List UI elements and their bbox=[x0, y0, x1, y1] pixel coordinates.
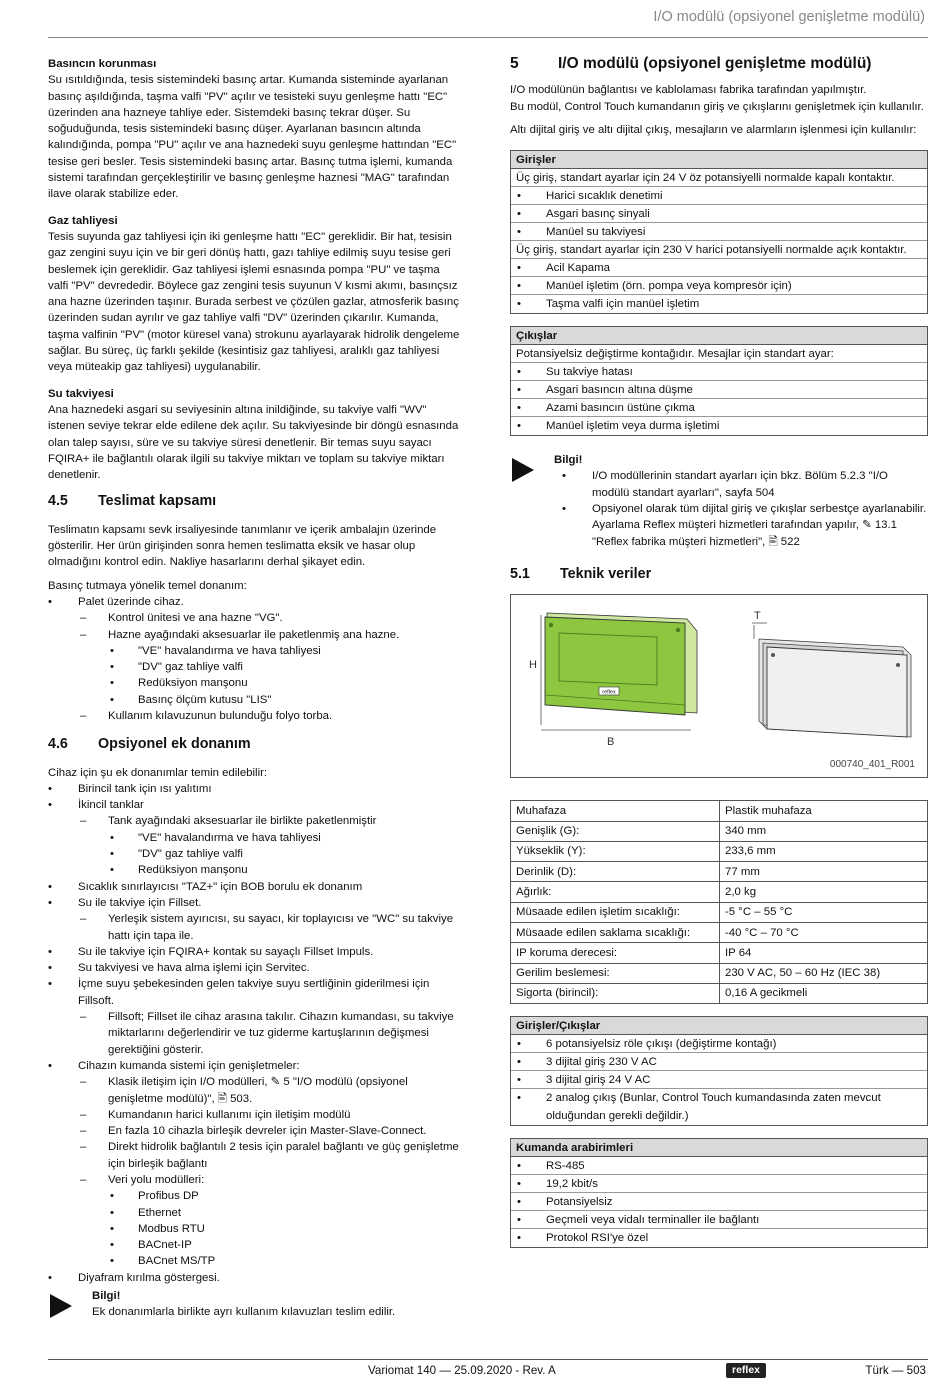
list-item: • Redüksiyon manşonu bbox=[108, 862, 463, 878]
info-note-text: Ek donanımlarla birlikte ayrı kullanım kılavuzları teslim edilir. bbox=[92, 1306, 396, 1319]
section-heading-4-5: 4.5 Teslimat kapsamı bbox=[48, 493, 217, 510]
io-row: • 3 dijital giriş 230 V AC bbox=[511, 1053, 927, 1071]
outputs-title: Çıkışlar bbox=[511, 327, 927, 345]
table-row bbox=[511, 821, 928, 841]
list-item: • Sıcaklık sınırlayıcısı "TAZ+" için BOB borulu ek donanım bbox=[48, 879, 463, 895]
interface-row: • RS-485 bbox=[511, 1157, 927, 1175]
table-row bbox=[511, 862, 928, 882]
spec-value: 77 mm bbox=[720, 862, 928, 882]
list-item: • BACnet-IP bbox=[108, 1237, 463, 1253]
spec-label: Sigorta (birincil): bbox=[511, 983, 720, 1003]
cross-reference-link[interactable]: – Klasik iletişim için I/O modülleri, ✎ 5 "I/O modülü (opsiyonel genişletme modülü)", 🖹 503. bbox=[78, 1074, 463, 1107]
list-item: – Kumandanın harici kullanımı için iletişim modülü bbox=[78, 1107, 463, 1123]
table-row bbox=[511, 882, 928, 902]
list-item: – Kullanım kılavuzunun bulunduğu folyo torba. bbox=[78, 708, 463, 724]
io-row: • 2 analog çıkış (Bunlar, Control Touch kumandasında zaten mevcut olduğundan gerekli değildir.) bbox=[511, 1089, 927, 1125]
list-item: • Redüksiyon manşonu bbox=[108, 675, 463, 691]
list-item: • Basınç ölçüm kutusu "LIS" bbox=[108, 692, 463, 708]
outputs-row: • Azami basıncın üstüne çıkma bbox=[511, 399, 927, 417]
table-row bbox=[511, 801, 928, 821]
io-row: • 6 potansiyelsiz röle çıkışı (değiştirme kontağı) bbox=[511, 1035, 927, 1053]
list-item: – Yerleşik sistem ayırıcısı, su sayacı, kir toplayıcısı ve "WC" su takviye hattı için tapa ile. bbox=[78, 911, 463, 944]
table-row bbox=[511, 841, 928, 861]
table-row bbox=[511, 902, 928, 922]
paragraph-scope: Teslimatın kapsamı sevk irsaliyesinde tanımlanır ve içerik ambalajın üzerinde gösterilir. Her ürün girişinden sonra hemen teslimatta eksik ve hasar olup olmadığını kontrol edin. Nakliye hasarlarını derhal şikayet edin. bbox=[48, 523, 437, 569]
inputs-row: Üç giriş, standart ayarlar için 24 V öz potansiyelli normalde kapalı kontaktır. bbox=[511, 169, 927, 187]
spec-label: Müsaade edilen işletim sıcaklığı: bbox=[511, 902, 720, 922]
list-item: • Cihazın kumanda sistemi için genişletmeler: – Klasik iletişim için I/O modülleri, ✎ 5 "I/O modülü (opsiyonel genişletme modülü)", 🖹 503. – Kumandanın harici kullanımı için iletişim modülü – En fazla 10 cihazla birleşik devreler için Master-Slave-Connect. – Direkt hidrolik bağlantılı 2 tesis için paralel bağlantı ve güç genişletme için birleşik bağlantı – Veri yolu modülleri: • Profibus DP • Ethernet • Modbus RTU • BACnet-IP • BACnet MS/TP bbox=[48, 1058, 463, 1270]
device-logo: reflex bbox=[602, 689, 616, 696]
list-item: • İkincil tanklar – Tank ayağındaki aksesuarlar ile birlikte paketlenmiştir • "VE" havalandırma ve hava tahliyesi • "DV" gaz tahliye valfi • Redüksiyon manşonu bbox=[48, 797, 463, 878]
dimension-t-label: T bbox=[754, 610, 761, 623]
spec-label: Derinlik (D): bbox=[511, 862, 720, 882]
list-item: • Palet üzerinde cihaz. – Kontrol ünitesi ve ana hazne "VG". – Hazne ayağındaki aksesuarlar ile paketlenmiş ana hazne. • "VE" havalandırma ve hava tahliyesi • "DV" gaz tahliye valfi • Redüksiyon manşonu • Basınç ölçüm kutusu "LIS" – Kullanım kılavuzunun bulunduğu folyo torba. bbox=[48, 594, 463, 724]
cross-reference-link[interactable]: • Opsiyonel olarak tüm dijital giriş ve çıkışlar serbestçe ayarlanabilir. Ayarlama Reflex müşteri hizmetleri tarafından yapılır, ✎ 13.1 "Reflex fabrika müşteri hizmetleri", 🖹 522 bbox=[562, 501, 928, 550]
paragraph-optional: Cihaz için şu ek donanımlar temin edilebilir: bbox=[48, 766, 268, 779]
io-box bbox=[510, 1016, 928, 1126]
spec-value: 2,0 kg bbox=[720, 882, 928, 902]
section-heading-5-1: 5.1 Teknik veriler bbox=[510, 565, 652, 582]
spec-value: IP 64 bbox=[720, 943, 928, 963]
list-item: • Su ile takviye için Fillset. – Yerleşik sistem ayırıcısı, su sayacı, kir toplayıcısı ve "WC" su takviye hattı için tapa ile. bbox=[48, 895, 463, 944]
spec-label: Ağırlık: bbox=[511, 882, 720, 902]
table-row bbox=[511, 923, 928, 943]
outputs-row: Potansiyelsiz değiştirme kontağıdır. Mesajlar için standart ayar: bbox=[511, 345, 927, 363]
outputs-box bbox=[510, 326, 928, 436]
interface-row: • Protokol RSI'ye özel bbox=[511, 1229, 927, 1247]
list-item: – Kontrol ünitesi ve ana hazne "VG". bbox=[78, 610, 463, 626]
dimension-b-label: B bbox=[607, 736, 615, 749]
paragraph-io-3: Altı dijital giriş ve altı dijital çıkış, mesajların ve alarmların işlenmesi için kullanılır: bbox=[510, 123, 917, 136]
list-item: – Direkt hidrolik bağlantılı 2 tesis için paralel bağlantı ve güç genişletme için birleşik bağlantı bbox=[78, 1139, 463, 1172]
optional-list bbox=[48, 781, 463, 1286]
section-heading-4-6: 4.6 Opsiyonel ek donanım bbox=[48, 736, 251, 753]
list-item: • Modbus RTU bbox=[108, 1221, 463, 1237]
info-note bbox=[48, 1288, 463, 1321]
list-item: • "VE" havalandırma ve hava tahliyesi bbox=[108, 830, 463, 846]
subheading-degassing: Gaz tahliyesi bbox=[48, 214, 118, 227]
spec-label: Yükseklik (Y): bbox=[511, 841, 720, 861]
page-footer bbox=[48, 1359, 928, 1383]
table-row bbox=[511, 983, 928, 1003]
list-item: • "DV" gaz tahliye valfi bbox=[108, 659, 463, 675]
paragraph-makeup: Ana haznedeki asgari su seviyesinin altına inildiğinde, su takviye valfi "WV" istenen seviye tekrar elde edilene dek açılır. Su takviyesinde bir döngü esnasında olan talep sayısı, süre ve su takviye süresi denetlenir. Bir temas suyu sayacı FQIRA+ ile bağlantılı olarak ilgili su takviye miktarı ve toplam su takviye miktarı denetlenir. bbox=[48, 403, 459, 482]
left-column bbox=[48, 56, 463, 1321]
inputs-title: Girişler bbox=[511, 151, 927, 169]
inputs-row: • Acil Kapama bbox=[511, 259, 927, 277]
paragraph-basic-equipment: Basınç tutmaya yönelik temel donanım: bbox=[48, 579, 247, 592]
header-title: I/O modülü (opsiyonel genişletme modülü) bbox=[653, 9, 925, 25]
info-arrow-icon bbox=[512, 458, 534, 482]
io-row: • 3 dijital giriş 24 V AC bbox=[511, 1071, 927, 1089]
io-module-drawing bbox=[511, 595, 929, 779]
table-row bbox=[511, 963, 928, 983]
info-note-title: Bilgi! bbox=[554, 454, 583, 467]
spec-label: IP koruma derecesi: bbox=[511, 943, 720, 963]
list-item: • Birincil tank için ısı yalıtımı bbox=[48, 781, 463, 797]
list-item: – En fazla 10 cihazla birleşik devreler için Master-Slave-Connect. bbox=[78, 1123, 463, 1139]
inputs-row: • Manüel işletim (örn. pompa veya kompresör için) bbox=[511, 277, 927, 295]
list-item: • Profibus DP bbox=[108, 1188, 463, 1204]
spec-value: Plastik muhafaza bbox=[720, 801, 928, 821]
scope-list bbox=[48, 594, 463, 724]
spec-value: -5 °C – 55 °C bbox=[720, 902, 928, 922]
interface-row: • Geçmeli veya vidalı terminaller ile bağlantı bbox=[511, 1211, 927, 1229]
io-title: Girişler/Çıkışlar bbox=[511, 1017, 927, 1035]
list-item: • "VE" havalandırma ve hava tahliyesi bbox=[108, 643, 463, 659]
paragraph-degassing: Tesis suyunda gaz tahliyesi için iki genleşme hattı "EC" gereklidir. Bir hat, tesisin gaz zengini suyu için ve bir geri dönüş hattı, gazı tahliye edilmiş suyu tesise geri beslemek için gereklidir. Gaz tahliyesi işlemi esnasında pompa "PU" ve taşma valfi "PV" devrededir. Böylece gaz zengini tesis suyunun V kısmi akımı, basınçsız ana hazne üzerinden taşınır. Burada serbest ve çözülen gazlar, atmosferik basınç üzerinden sudan ayrılır ve gaz tahliye valfi "DV" üzerinden çıkarılır. Kumanda, taşma valfinin "PV" (motor küresel vana) strokunu ayarlayarak hidrolik dengeleme sağlar. Bu süreç, üç farklı şekilde (kesintisiz gaz tahliyesi, aralıklı gaz tahliyesi veya müteakip gaz tahliyesi) uygulanabilir. bbox=[48, 230, 460, 374]
footer-document: Variomat 140 — 25.09.2020 - Rev. A bbox=[368, 1364, 556, 1377]
outputs-row: • Su takviye hatası bbox=[511, 363, 927, 381]
inputs-row: Üç giriş, standart ayarlar için 230 V harici potansiyelli normalde açık kontaktır. bbox=[511, 241, 927, 259]
list-item: – Hazne ayağındaki aksesuarlar ile paketlenmiş ana hazne. • "VE" havalandırma ve hava tahliyesi • "DV" gaz tahliye valfi • Redüksiyon manşonu • Basınç ölçüm kutusu "LIS" bbox=[78, 627, 463, 708]
subheading-pressure: Basıncın korunması bbox=[48, 58, 157, 70]
spec-label: Müsaade edilen saklama sıcaklığı: bbox=[511, 923, 720, 943]
spec-value: 230 V AC, 50 – 60 Hz (IEC 38) bbox=[720, 963, 928, 983]
list-item: – Tank ayağındaki aksesuarlar ile birlikte paketlenmiştir • "VE" havalandırma ve hava tahliyesi • "DV" gaz tahliye valfi • Redüksiyon manşonu bbox=[78, 813, 463, 878]
info-note-title: Bilgi! bbox=[92, 1290, 121, 1303]
cross-reference-link[interactable]: • I/O modüllerinin standart ayarları için bkz. Bölüm 5.2.3 "I/O modülü standart ayarları", sayfa 504 bbox=[562, 468, 928, 501]
inputs-row: • Harici sıcaklık denetimi bbox=[511, 187, 927, 205]
outputs-row: • Asgari basıncın altına düşme bbox=[511, 381, 927, 399]
list-item: • Diyafram kırılma göstergesi. bbox=[48, 1270, 463, 1286]
list-item: – Veri yolu modülleri: • Profibus DP • Ethernet • Modbus RTU • BACnet-IP • BACnet MS/TP bbox=[78, 1172, 463, 1270]
page-header bbox=[48, 8, 928, 38]
spec-label: Gerilim beslemesi: bbox=[511, 963, 720, 983]
list-item: – Fillsoft; Fillset ile cihaz arasına takılır. Cihazın kumandası, su takviye miktarlarını değerlendirir ve tuz giderme kartuşlarının değişmesi gerektiğini gösterir. bbox=[78, 1009, 463, 1058]
inputs-row: • Taşma valfi için manüel işletim bbox=[511, 295, 927, 313]
spec-label: Genişlik (G): bbox=[511, 821, 720, 841]
figure-code: 000740_401_R001 bbox=[829, 759, 915, 771]
list-item: • Ethernet bbox=[108, 1205, 463, 1221]
outputs-row: • Manüel işletim veya durma işletimi bbox=[511, 417, 927, 435]
list-item: • BACnet MS/TP bbox=[108, 1253, 463, 1269]
spec-value: 233,6 mm bbox=[720, 841, 928, 861]
footer-page-number: Türk — 503 bbox=[865, 1364, 926, 1377]
spec-value: -40 °C – 70 °C bbox=[720, 923, 928, 943]
spec-label: Muhafaza bbox=[511, 801, 720, 821]
right-column bbox=[510, 56, 928, 1260]
interface-title: Kumanda arabirimleri bbox=[511, 1139, 927, 1157]
list-item: • İçme suyu şebekesinden gelen takviye suyu sertliğinin giderilmesi için Fillsoft. – Fillsoft; Fillset ile cihaz arasına takılır. Cihazın kumandası, su takviye miktarlarını değerlendirir ve tuz giderme kartuşlarının değişmesi gerektiğini gösterir. bbox=[48, 976, 463, 1057]
subheading-makeup: Su takviyesi bbox=[48, 387, 114, 400]
paragraph-io-2: Bu modül, Control Touch kumandanın giriş ve çıkışlarını genişletmek için kullanılır. bbox=[510, 100, 924, 113]
table-row bbox=[511, 943, 928, 963]
interface-box bbox=[510, 1138, 928, 1248]
paragraph-pressure: Su ısıtıldığında, tesis sistemindeki basınç artar. Kumanda sisteminde ayarlanan basınç aşıldığında, taşma valfi "PV" açılır ve tesisteki suyu genleşme hattı "EC" üzerinden ana hazneye tahliye eder. Sistemdeki basınç tekrar düşer. Su soğuduğunda, tesis sistemindeki basınç düşer. Ayarlanan basıncın altında kalındığında, pompa "PU" açılır ve ana haznedeki suyu genleşme hattından "EC" tesise geri besler. Tesis sistemindeki basınç artar. Basınç tutma işlemi, kumanda sistemi tarafından gerçekleştirilir ve basınç genleşme haznesi "MAG" tarafından ilave olarak stabilize eder. bbox=[48, 74, 457, 201]
paragraph-io-1: I/O modülünün bağlantısı ve kablolaması fabrika tarafından yapılmıştır. bbox=[510, 84, 867, 97]
inputs-row: • Asgari basınç sinyali bbox=[511, 205, 927, 223]
info-arrow-icon bbox=[50, 1294, 72, 1318]
inputs-row: • Manüel su takviyesi bbox=[511, 223, 927, 241]
section-heading-5: 5 I/O modülü (opsiyonel genişletme modülü) bbox=[510, 55, 872, 72]
io-module-figure bbox=[510, 594, 928, 778]
inputs-box bbox=[510, 150, 928, 314]
footer-logo: reflex bbox=[726, 1363, 766, 1378]
spec-value: 0,16 A gecikmeli bbox=[720, 983, 928, 1003]
list-item: • Su takviyesi ve hava alma işlemi için Servitec. bbox=[48, 960, 463, 976]
info-note-io bbox=[510, 452, 928, 550]
interface-row: • Potansiyelsiz bbox=[511, 1193, 927, 1211]
interface-row: • 19,2 kbit/s bbox=[511, 1175, 927, 1193]
technical-data-table bbox=[510, 800, 928, 1004]
list-item: • Su ile takviye için FQIRA+ kontak su sayaçlı Fillset Impuls. bbox=[48, 944, 463, 960]
list-item: • "DV" gaz tahliye valfi bbox=[108, 846, 463, 862]
dimension-h-label: H bbox=[529, 659, 537, 672]
spec-value: 340 mm bbox=[720, 821, 928, 841]
